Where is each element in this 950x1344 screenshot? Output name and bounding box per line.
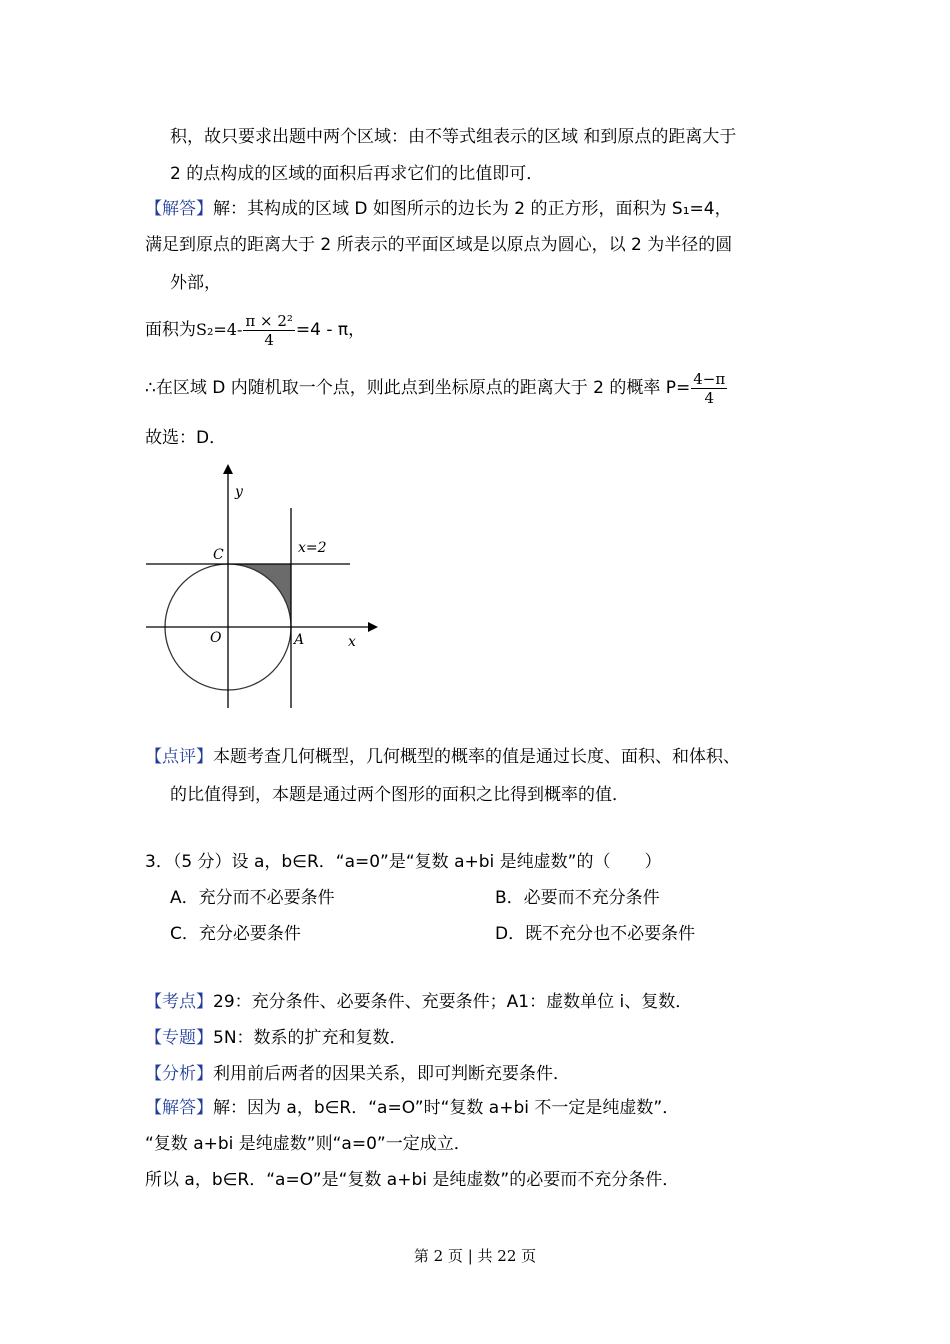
kaodian-tag: 【考点】 — [145, 992, 213, 1012]
jieda-text-1: 解：因为 a，b∈R．“a=O”时“复数 a+bi 不一定是纯虚数”． — [213, 1098, 680, 1118]
therefore-text: ∴在区域 D 内随机取一个点，则此点到坐标原点的距离大于 2 的概率 P= — [145, 378, 691, 398]
therefore-line — [145, 368, 728, 408]
solution-text-1: 解：其构成的区域 D 如图所示的边长为 2 的正方形，面积为 S₁=4， — [213, 199, 732, 219]
option-a: A．充分而不必要条件 — [170, 888, 335, 908]
geometry-figure — [140, 460, 390, 710]
kaodian-text: 29：充分条件、必要条件、充要条件；A1：虚数单位 i、复数． — [213, 992, 693, 1012]
area-fraction-denominator: 4 — [264, 330, 274, 349]
kaodian-line — [145, 991, 692, 1013]
page-footer: 第 2 页 | 共 22 页 — [413, 1247, 537, 1265]
y-axis-arrow — [223, 464, 233, 474]
analysis-line-2: 2 的点构成的区域的面积后再求它们的比值即可． — [170, 164, 544, 184]
area-fraction-numerator: π × 2² — [245, 311, 293, 330]
x-axis-arrow — [368, 622, 378, 632]
jieda-line-1 — [145, 1097, 679, 1119]
area-result: =4 - π， — [295, 320, 366, 340]
comment-text-1: 本题考查几何概型，几何概型的概率的值是通过长度、面积、和体积、 — [213, 747, 740, 767]
area-prefix: 面积为 — [145, 320, 196, 340]
zhuanti-tag: 【专题】 — [145, 1028, 213, 1048]
comment-line-2: 的比值得到，本题是通过两个图形的面积之比得到概率的值． — [170, 785, 629, 805]
jieda-line-3: 所以 a，b∈R．“a=O”是“复数 a+bi 是纯虚数”的必要而不充分条件． — [145, 1170, 680, 1190]
option-d: D．既不充分也不必要条件 — [495, 924, 696, 944]
jieda-tag: 【解答】 — [145, 1098, 213, 1118]
label-A: A — [294, 632, 305, 648]
solution-line-1 — [145, 198, 732, 220]
fenxi-line — [145, 1063, 570, 1085]
label-y: y — [235, 484, 243, 500]
fenxi-tag: 【分析】 — [145, 1064, 213, 1084]
shaded-region — [228, 564, 291, 627]
label-C: C — [213, 547, 224, 563]
comment-tag: 【点评】 — [145, 747, 213, 767]
choose-line: 故选：D． — [145, 428, 227, 448]
probability-numerator: 4−π — [693, 369, 726, 388]
comment-line-1 — [145, 746, 740, 768]
analysis-line-1: 积，故只要求出题中两个区域：由不等式组表示的区域 和到原点的距离大于 — [170, 127, 737, 147]
zhuanti-line — [145, 1027, 407, 1049]
option-b: B．必要而不充分条件 — [495, 888, 660, 908]
area-formula — [145, 310, 365, 350]
label-x: x — [348, 634, 356, 650]
question-3-stem: 3．（5 分）设 a，b∈R．“a=0”是“复数 a+bi 是纯虚数”的（ ） — [145, 852, 662, 872]
jieda-line-2: “复数 a+bi 是纯虚数”则“a=0”一定成立． — [145, 1134, 471, 1154]
area-s2: S₂=4- — [196, 320, 243, 339]
zhuanti-text: 5N：数系的扩充和复数． — [213, 1028, 407, 1048]
probability-denominator: 4 — [704, 388, 715, 407]
option-c: C．充分必要条件 — [170, 924, 301, 944]
fenxi-text: 利用前后两者的因果关系，即可判断充要条件． — [213, 1064, 570, 1084]
label-x-equals-2: x=2 — [298, 540, 327, 556]
area-fraction — [243, 312, 295, 349]
solution-line-3: 外部， — [170, 273, 221, 293]
solution-tag: 【解答】 — [145, 199, 213, 219]
solution-line-2: 满足到原点的距离大于 2 所表示的平面区域是以原点为圆心，以 2 为半径的圆 — [145, 235, 733, 255]
label-O: O — [210, 630, 222, 646]
probability-fraction — [691, 370, 727, 407]
